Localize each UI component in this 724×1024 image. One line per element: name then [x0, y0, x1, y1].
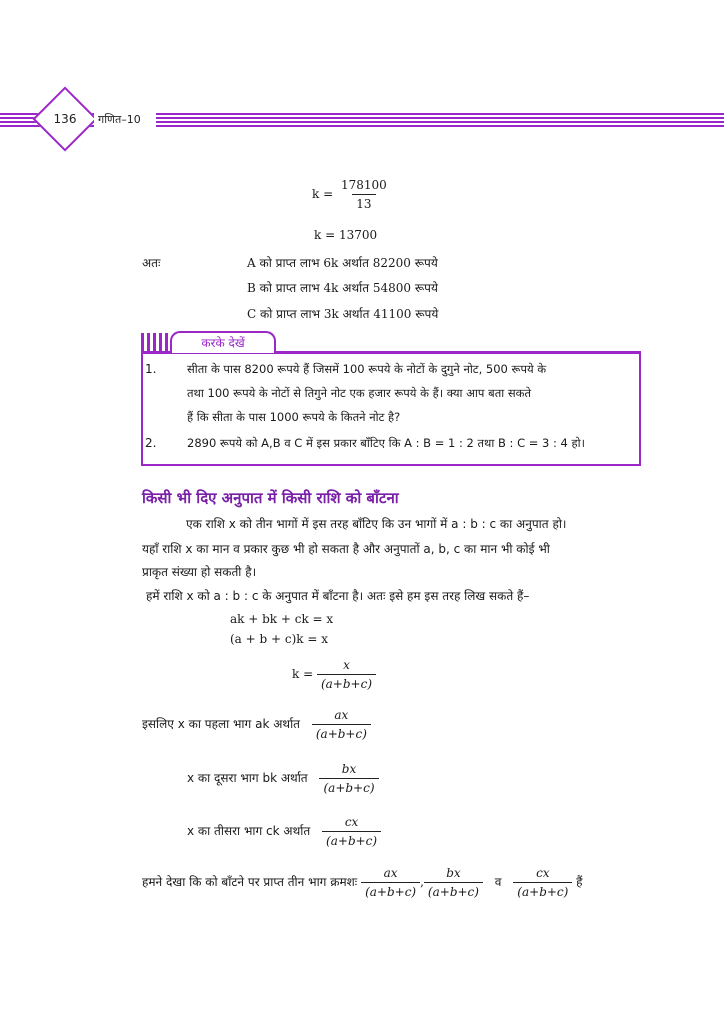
- k-numerator: 178100: [340, 178, 387, 192]
- q2-number: 2.: [145, 436, 157, 450]
- final-f1-denominator: (a+b+c): [361, 882, 420, 899]
- final-fraction-1: [361, 866, 420, 899]
- part-3: [187, 815, 381, 848]
- final-text: हमने देखा कि को बाँटने पर प्राप्त तीन भाग क्रमशः: [142, 875, 358, 889]
- final-line: [142, 866, 583, 899]
- k-fraction: [337, 178, 391, 211]
- k-fraction-equation: [312, 178, 391, 211]
- share-a: A को प्राप्त लाभ 6k अर्थात 82200 रूपये: [247, 256, 438, 270]
- part3-fraction: [322, 815, 381, 848]
- final-fraction-3: [513, 866, 572, 899]
- eq3-denominator: (a+b+c): [317, 674, 376, 691]
- final-f3-numerator: cx: [536, 866, 550, 880]
- part3-numerator: cx: [344, 815, 359, 829]
- part3-text: x का तीसरा भाग ck अर्थात: [187, 824, 311, 838]
- final-end: हैं: [576, 875, 583, 889]
- q1-number: 1.: [145, 362, 157, 376]
- q1-line-1: सीता के पास 8200 रूपये हैं जिसमें 100 रूपये के नोटों के दुगुने नोट, 500 रूपये के: [187, 362, 547, 376]
- para1-line-3: प्राकृत संख्या हो सकती है।: [142, 565, 257, 579]
- final-f2-denominator: (a+b+c): [424, 882, 483, 899]
- equation-2: (a + b + c)k = x: [230, 632, 329, 646]
- part3-denominator: (a+b+c): [322, 831, 381, 848]
- part1-denominator: (a+b+c): [312, 724, 371, 741]
- final-f2-numerator: bx: [446, 866, 461, 880]
- para1-line-2: यहाँ राशि x का मान व प्रकार कुछ भी हो सकता है और अनुपातों a, b, c का मान भी कोई भी: [142, 542, 550, 556]
- q2-line-1: 2890 रूपये को A,B व C में इस प्रकार बाँटिए कि A : B = 1 : 2 तथा B : C = 3 : 4 हो।: [187, 436, 585, 450]
- atah-label: अतः: [142, 256, 161, 270]
- final-f3-denominator: (a+b+c): [513, 882, 572, 899]
- part1-numerator: ax: [334, 708, 349, 722]
- page-number: 136: [53, 112, 77, 126]
- eq3-fraction: [317, 658, 376, 691]
- eq3-lhs: k =: [292, 667, 314, 681]
- para1-line-1: एक राशि x को तीन भागों में इस तरह बाँटिए कि उन भागों में a : b : c का अनुपात हो।: [186, 517, 567, 531]
- karke-dekhen-label: करके देखें: [170, 331, 276, 353]
- k-lhs: k =: [312, 187, 334, 201]
- part1-text: इसलिए x का पहला भाग ak अर्थात: [142, 717, 301, 731]
- section-title: किसी भी दिए अनुपात में किसी राशि को बाँटना: [142, 489, 399, 507]
- part2-fraction: [319, 762, 378, 795]
- part2-numerator: bx: [341, 762, 357, 776]
- para2: हमें राशि x को a : b : c के अनुपात में बाँटना है। अतः इसे हम इस तरह लिख सकते हैं–: [146, 589, 530, 603]
- share-c: C को प्राप्त लाभ 3k अर्थात 41100 रूपये: [247, 307, 439, 321]
- final-va: व: [494, 875, 502, 889]
- k-result: k = 13700: [314, 228, 378, 242]
- q1-line-2: तथा 100 रूपये के नोटों से तिगुने नोट एक हजार रूपये के हैं। क्या आप बता सकते: [187, 386, 532, 400]
- equation-3: [292, 658, 376, 691]
- book-title: गणित–10: [94, 112, 156, 128]
- q1-line-3: हैं कि सीता के पास 1000 रूपये के कितने नोट है?: [187, 410, 401, 424]
- equation-1: ak + bk + ck = x: [230, 612, 334, 626]
- part-1: [142, 708, 371, 741]
- part1-fraction: [312, 708, 371, 741]
- part2-denominator: (a+b+c): [319, 778, 378, 795]
- share-b: B को प्राप्त लाभ 4k अर्थात 54800 रूपये: [247, 281, 438, 295]
- part2-text: x का दूसरा भाग bk अर्थात: [187, 771, 308, 785]
- part-2: [187, 762, 379, 795]
- k-denominator: 13: [352, 194, 375, 211]
- final-separator: ,: [420, 875, 424, 889]
- eq3-numerator: x: [343, 658, 350, 672]
- final-fraction-2: [424, 866, 483, 899]
- final-f1-numerator: ax: [383, 866, 398, 880]
